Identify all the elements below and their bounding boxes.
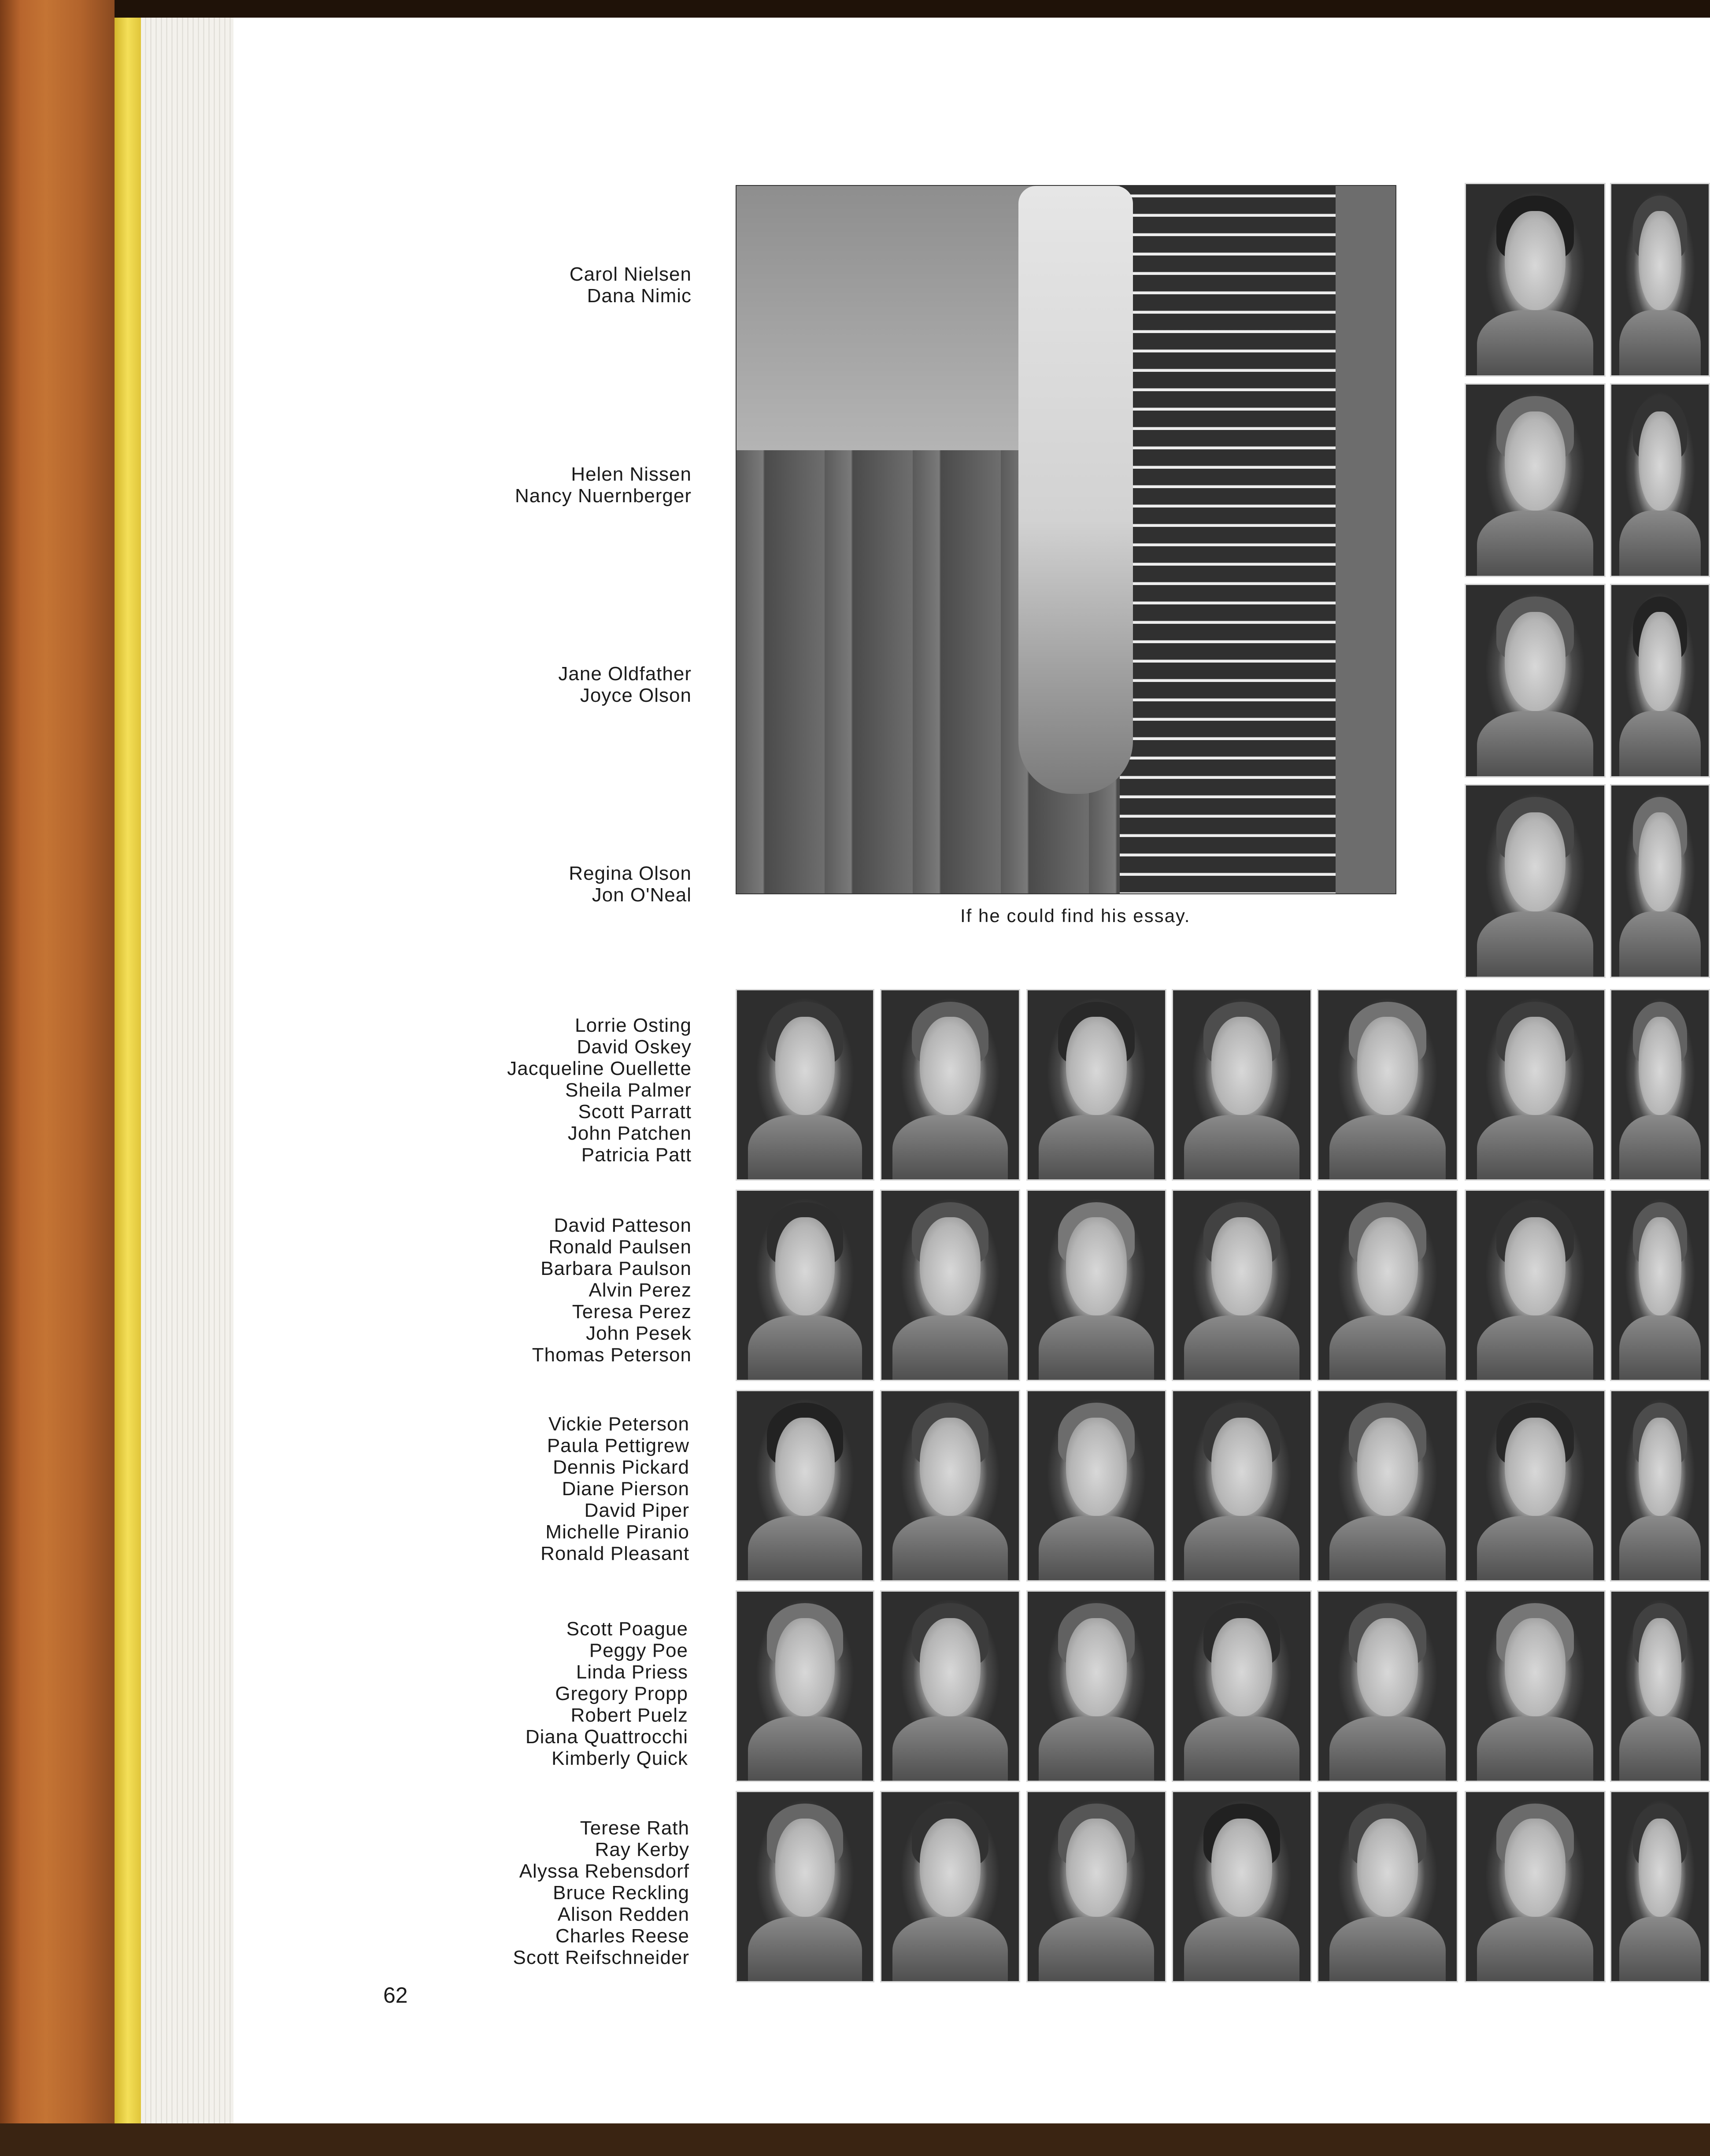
student-portrait-photo bbox=[1610, 383, 1710, 577]
portrait-face bbox=[1639, 1217, 1681, 1315]
name-group-4 bbox=[163, 863, 692, 906]
student-portrait-photo bbox=[1610, 1791, 1710, 1982]
student-portrait-photo bbox=[1172, 1791, 1312, 1982]
student-name: Terese Rath bbox=[580, 1817, 689, 1839]
scan-bottom-edge bbox=[0, 2123, 1710, 2156]
student-name: Dana Nimic bbox=[587, 285, 692, 307]
student-portrait-photo bbox=[1610, 584, 1710, 778]
student-portrait-photo bbox=[1465, 1390, 1606, 1582]
student-name: David Oskey bbox=[577, 1036, 692, 1058]
portrait-shoulders bbox=[1184, 1716, 1299, 1782]
student-portrait-photo bbox=[1172, 1590, 1312, 1782]
name-group-8 bbox=[159, 1618, 688, 1769]
student-name: Michelle Piranio bbox=[545, 1521, 689, 1543]
portrait-face bbox=[1639, 1618, 1681, 1716]
student-name: Regina Olson bbox=[569, 863, 692, 884]
student-portrait-photo bbox=[1172, 989, 1312, 1181]
portrait-face bbox=[1505, 211, 1566, 311]
portrait-shoulders bbox=[1039, 1115, 1154, 1181]
portrait-shoulders bbox=[748, 1716, 862, 1782]
student-portrait-photo bbox=[1610, 1189, 1710, 1381]
student-name: Patricia Patt bbox=[581, 1144, 692, 1166]
portrait-shoulders bbox=[748, 1315, 862, 1381]
student-name: Nancy Nuernberger bbox=[515, 485, 692, 507]
student-portrait-photo bbox=[1610, 784, 1710, 978]
portrait-shoulders bbox=[1619, 310, 1701, 377]
student-name: Lorrie Osting bbox=[575, 1015, 692, 1036]
portrait-shoulders bbox=[748, 1516, 862, 1582]
portrait-shoulders bbox=[1477, 1716, 1593, 1782]
student-name: Joyce Olson bbox=[580, 685, 692, 706]
student-portrait-photo bbox=[1465, 1791, 1606, 1982]
student-portrait-photo bbox=[880, 1590, 1020, 1782]
portrait-face bbox=[1639, 1819, 1681, 1917]
portrait-shoulders bbox=[1329, 1917, 1446, 1982]
portrait-face bbox=[775, 1217, 835, 1315]
name-group-3 bbox=[163, 663, 692, 706]
photo-pillar bbox=[1336, 186, 1396, 894]
student-name: Helen Nissen bbox=[571, 463, 692, 485]
scan-top-edge bbox=[0, 0, 1710, 18]
portrait-face bbox=[1357, 1819, 1418, 1917]
portrait-shoulders bbox=[1329, 1516, 1446, 1582]
name-group-6 bbox=[163, 1215, 692, 1366]
portrait-face bbox=[920, 1217, 980, 1315]
student-name: David Patteson bbox=[554, 1215, 692, 1236]
portrait-shoulders bbox=[1184, 1315, 1299, 1381]
portrait-face bbox=[1505, 1618, 1566, 1716]
student-name: Thomas Peterson bbox=[532, 1344, 692, 1366]
name-group-2 bbox=[163, 463, 692, 507]
portrait-shoulders bbox=[1477, 511, 1593, 577]
student-name: John Pesek bbox=[586, 1322, 692, 1344]
student-portrait-photo bbox=[1026, 1390, 1166, 1582]
portrait-shoulders bbox=[1039, 1716, 1154, 1782]
portrait-shoulders bbox=[1619, 1917, 1701, 1982]
portrait-shoulders bbox=[1477, 911, 1593, 978]
student-name: Jane Oldfather bbox=[558, 663, 692, 685]
student-name: Barbara Paulson bbox=[540, 1258, 692, 1279]
student-portrait-photo bbox=[1317, 1189, 1458, 1381]
portrait-face bbox=[1505, 1217, 1566, 1315]
student-name: Paula Pettigrew bbox=[547, 1435, 689, 1456]
student-name: Peggy Poe bbox=[589, 1640, 688, 1661]
candid-photo-upside-down-student bbox=[736, 185, 1396, 894]
portrait-shoulders bbox=[1619, 1115, 1701, 1181]
student-portrait-photo bbox=[1465, 1189, 1606, 1381]
portrait-face bbox=[920, 1418, 980, 1516]
student-name: Carol Nielsen bbox=[569, 263, 692, 285]
portrait-shoulders bbox=[1329, 1716, 1446, 1782]
portrait-shoulders bbox=[1619, 511, 1701, 577]
student-portrait-photo bbox=[1465, 989, 1606, 1181]
portrait-face bbox=[1211, 1418, 1272, 1516]
student-name: Alyssa Rebensdorf bbox=[519, 1860, 689, 1882]
student-portrait-photo bbox=[1026, 1590, 1166, 1782]
student-portrait-photo bbox=[736, 1791, 874, 1982]
student-name: Robert Puelz bbox=[570, 1704, 688, 1726]
portrait-face bbox=[920, 1017, 980, 1115]
page-edge-yellow bbox=[115, 18, 141, 2123]
portrait-shoulders bbox=[1619, 1516, 1701, 1582]
student-portrait-photo bbox=[736, 1390, 874, 1582]
portrait-face bbox=[1066, 1418, 1126, 1516]
portrait-shoulders bbox=[1184, 1917, 1299, 1982]
student-portrait-photo bbox=[1610, 183, 1710, 377]
student-portrait-photo bbox=[1026, 1189, 1166, 1381]
portrait-shoulders bbox=[1619, 1315, 1701, 1381]
portrait-shoulders bbox=[1477, 711, 1593, 778]
student-portrait-photo bbox=[1610, 1590, 1710, 1782]
student-name: Ronald Pleasant bbox=[540, 1543, 689, 1564]
portrait-shoulders bbox=[1184, 1115, 1299, 1181]
name-group-9 bbox=[161, 1817, 689, 1968]
portrait-shoulders bbox=[1039, 1917, 1154, 1982]
portrait-face bbox=[1211, 1819, 1272, 1917]
portrait-face bbox=[920, 1618, 980, 1716]
portrait-face bbox=[1505, 411, 1566, 511]
portrait-shoulders bbox=[1619, 711, 1701, 778]
student-portrait-photo bbox=[880, 989, 1020, 1181]
portrait-face bbox=[1505, 1017, 1566, 1115]
name-group-1 bbox=[163, 263, 692, 307]
portrait-face bbox=[775, 1819, 835, 1917]
portrait-shoulders bbox=[1329, 1115, 1446, 1181]
portrait-face bbox=[1066, 1217, 1126, 1315]
name-group-7 bbox=[161, 1413, 689, 1564]
portrait-shoulders bbox=[1329, 1315, 1446, 1381]
portrait-face bbox=[1066, 1618, 1126, 1716]
student-portrait-photo bbox=[1026, 989, 1166, 1181]
portrait-face bbox=[1505, 612, 1566, 711]
portrait-face bbox=[1211, 1618, 1272, 1716]
student-name: David Piper bbox=[584, 1500, 689, 1521]
student-name: Dennis Pickard bbox=[553, 1456, 689, 1478]
student-portrait-photo bbox=[1465, 383, 1606, 577]
student-name: Scott Poague bbox=[566, 1618, 688, 1640]
student-name: Diana Quattrocchi bbox=[525, 1726, 688, 1748]
student-name: Jacqueline Ouellette bbox=[507, 1058, 692, 1079]
student-name: Bruce Reckling bbox=[553, 1882, 689, 1904]
student-name: Vickie Peterson bbox=[548, 1413, 689, 1435]
student-portrait-photo bbox=[880, 1390, 1020, 1582]
portrait-shoulders bbox=[1619, 1716, 1701, 1782]
student-name: Linda Priess bbox=[576, 1661, 688, 1683]
photo-person bbox=[1018, 186, 1133, 794]
page-number: 62 bbox=[383, 1983, 408, 2008]
portrait-face bbox=[775, 1418, 835, 1516]
student-name: Sheila Palmer bbox=[565, 1079, 692, 1101]
portrait-face bbox=[1639, 411, 1681, 511]
book-binding bbox=[0, 0, 115, 2156]
student-name: Ray Kerby bbox=[595, 1839, 689, 1860]
student-portrait-photo bbox=[1172, 1390, 1312, 1582]
student-portrait-photo bbox=[1026, 1791, 1166, 1982]
portrait-shoulders bbox=[1477, 1917, 1593, 1982]
portrait-face bbox=[1639, 211, 1681, 311]
student-portrait-photo bbox=[1317, 1590, 1458, 1782]
portrait-shoulders bbox=[1477, 1516, 1593, 1582]
portrait-face bbox=[1505, 812, 1566, 912]
portrait-shoulders bbox=[892, 1516, 1008, 1582]
portrait-shoulders bbox=[1477, 1315, 1593, 1381]
student-portrait-photo bbox=[1610, 989, 1710, 1181]
portrait-face bbox=[1357, 1217, 1418, 1315]
student-portrait-photo bbox=[1610, 1390, 1710, 1582]
student-portrait-photo bbox=[1465, 584, 1606, 778]
student-portrait-photo bbox=[736, 1590, 874, 1782]
portrait-shoulders bbox=[892, 1917, 1008, 1982]
portrait-shoulders bbox=[748, 1115, 862, 1181]
portrait-shoulders bbox=[892, 1315, 1008, 1381]
student-portrait-photo bbox=[1465, 784, 1606, 978]
student-portrait-photo bbox=[1317, 1791, 1458, 1982]
portrait-face bbox=[1066, 1819, 1126, 1917]
student-name: Diane Pierson bbox=[562, 1478, 689, 1500]
portrait-face bbox=[1639, 1418, 1681, 1516]
portrait-face bbox=[1357, 1618, 1418, 1716]
portrait-face bbox=[1211, 1217, 1272, 1315]
portrait-shoulders bbox=[1477, 310, 1593, 377]
student-name: Teresa Perez bbox=[572, 1301, 692, 1322]
portrait-shoulders bbox=[892, 1115, 1008, 1181]
name-group-5 bbox=[163, 1015, 692, 1166]
student-name: Charles Reese bbox=[555, 1925, 689, 1947]
portrait-face bbox=[1357, 1017, 1418, 1115]
portrait-shoulders bbox=[748, 1917, 862, 1982]
portrait-shoulders bbox=[892, 1716, 1008, 1782]
student-name: Scott Parratt bbox=[578, 1101, 692, 1122]
student-portrait-photo bbox=[880, 1791, 1020, 1982]
student-name: Alison Redden bbox=[557, 1904, 689, 1925]
portrait-shoulders bbox=[1184, 1516, 1299, 1582]
portrait-shoulders bbox=[1039, 1315, 1154, 1381]
student-name: Kimberly Quick bbox=[551, 1748, 688, 1769]
portrait-face bbox=[920, 1819, 980, 1917]
student-name: Ronald Paulsen bbox=[548, 1236, 692, 1258]
portrait-face bbox=[1505, 1819, 1566, 1917]
portrait-shoulders bbox=[1477, 1115, 1593, 1181]
portrait-face bbox=[1639, 1017, 1681, 1115]
portrait-face bbox=[1211, 1017, 1272, 1115]
portrait-face bbox=[1505, 1418, 1566, 1516]
student-portrait-photo bbox=[1317, 1390, 1458, 1582]
student-portrait-photo bbox=[1317, 989, 1458, 1181]
student-portrait-photo bbox=[880, 1189, 1020, 1381]
portrait-shoulders bbox=[1619, 911, 1701, 978]
student-name: Scott Reifschneider bbox=[513, 1947, 689, 1968]
student-portrait-photo bbox=[736, 989, 874, 1181]
student-name: Jon O'Neal bbox=[592, 884, 692, 906]
student-name: John Patchen bbox=[567, 1122, 692, 1144]
photo-caption: If he could find his essay. bbox=[960, 905, 1191, 926]
portrait-face bbox=[1357, 1418, 1418, 1516]
portrait-face bbox=[1639, 812, 1681, 912]
student-name: Alvin Perez bbox=[589, 1279, 692, 1301]
student-portrait-photo bbox=[1465, 183, 1606, 377]
portrait-face bbox=[775, 1017, 835, 1115]
portrait-shoulders bbox=[1039, 1516, 1154, 1582]
student-portrait-photo bbox=[1172, 1189, 1312, 1381]
student-portrait-photo bbox=[1465, 1590, 1606, 1782]
portrait-face bbox=[1639, 612, 1681, 711]
portrait-face bbox=[775, 1618, 835, 1716]
student-portrait-photo bbox=[736, 1189, 874, 1381]
portrait-face bbox=[1066, 1017, 1126, 1115]
student-name: Gregory Propp bbox=[555, 1683, 688, 1704]
